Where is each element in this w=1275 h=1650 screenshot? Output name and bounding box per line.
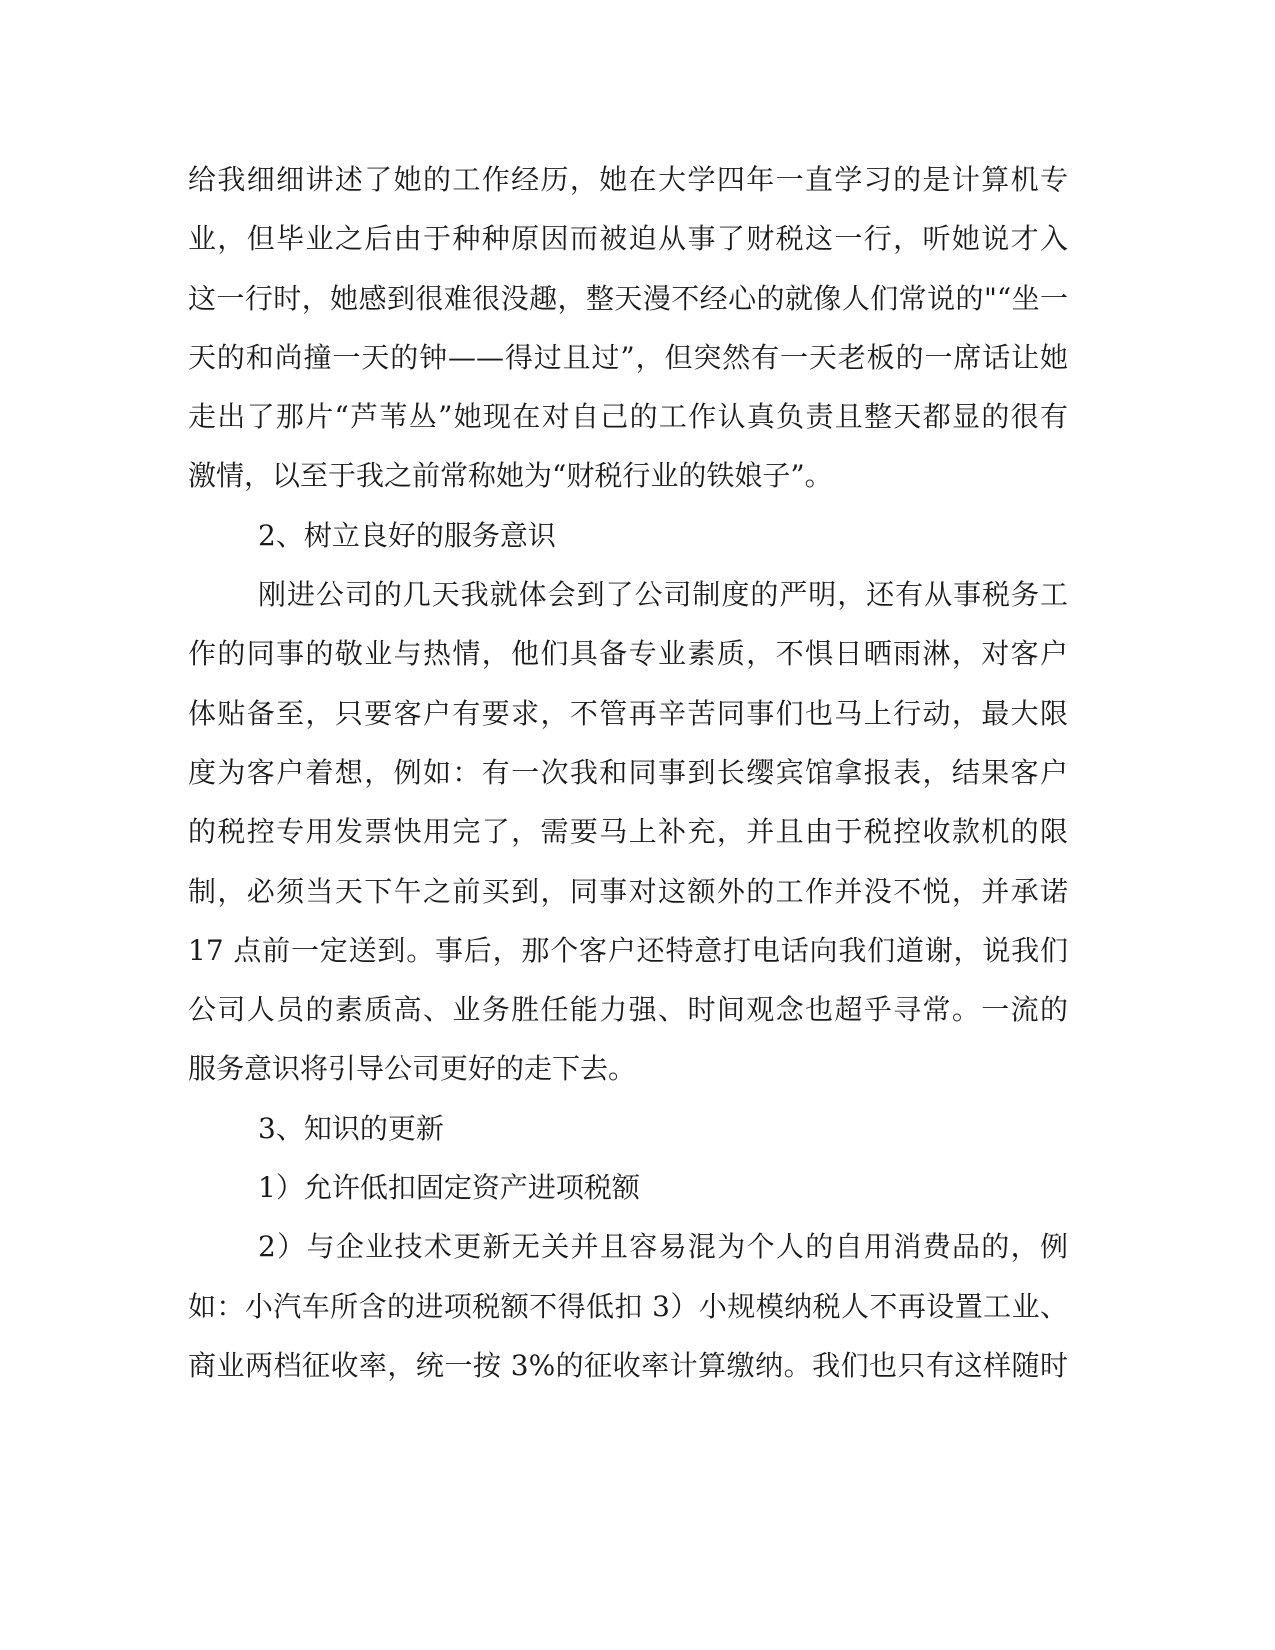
paragraph-line: 度为客户着想，例如：有一次我和同事到长缨宾馆拿报表，结果客户	[188, 755, 1068, 789]
section-heading: 2、树立良好的服务意识	[258, 518, 556, 552]
list-item: 1）允许低扣固定资产进项税额	[258, 1171, 640, 1205]
list-item: 2）与企业技术更新无关并且容易混为个人的自用消费品的，例	[258, 1230, 1068, 1264]
paragraph-line: 服务意识将引导公司更好的走下去。	[188, 1052, 637, 1086]
paragraph-line: 商业两档征收率，统一按 3%的征收率计算缴纳。我们也只有这样随时	[188, 1348, 1068, 1382]
paragraph-line: 激情，以至于我之前常称她为“财税行业的铁娘子”。	[188, 459, 833, 493]
paragraph-line: 如：小汽车所含的进项税额不得低扣 3）小规模纳税人不再设置工业、	[188, 1289, 1068, 1323]
paragraph-line: 作的同事的敬业与热情，他们具备专业素质，不惧日晒雨淋，对客户	[188, 637, 1068, 671]
paragraph-line: 天的和尚撞一天的钟——得过且过”，但突然有一天老板的一席话让她	[188, 340, 1068, 374]
paragraph-line: 给我细细讲述了她的工作经历，她在大学四年一直学习的是计算机专	[188, 163, 1068, 196]
paragraph-line: 这一行时，她感到很难很没趣，整天漫不经心的就像人们常说的"“坐一	[188, 281, 1068, 315]
document-body	[188, 150, 1068, 1395]
paragraph-line: 刚进公司的几天我就体会到了公司制度的严明，还有从事税务工	[258, 578, 1068, 612]
paragraph-line: 业，但毕业之后由于种种原因而被迫从事了财税这一行，听她说才入	[188, 222, 1068, 256]
paragraph-line: 公司人员的素质高、业务胜任能力强、时间观念也超乎寻常。一流的	[188, 993, 1068, 1027]
paragraph-line: 17 点前一定送到。事后，那个客户还特意打电话向我们道谢，说我们	[188, 933, 1068, 967]
section-heading: 3、知识的更新	[258, 1111, 444, 1145]
paragraph-line: 体贴备至，只要客户有要求，不管再辛苦同事们也马上行动，最大限	[188, 696, 1068, 730]
paragraph-line: 走出了那片“芦苇丛”她现在对自己的工作认真负责且整天都显的很有	[188, 400, 1068, 434]
paragraph-line: 制，必须当天下午之前买到，同事对这额外的工作并没不悦，并承诺	[188, 874, 1068, 908]
paragraph-line: 的税控专用发票快用完了，需要马上补充，并且由于税控收款机的限	[188, 815, 1068, 849]
